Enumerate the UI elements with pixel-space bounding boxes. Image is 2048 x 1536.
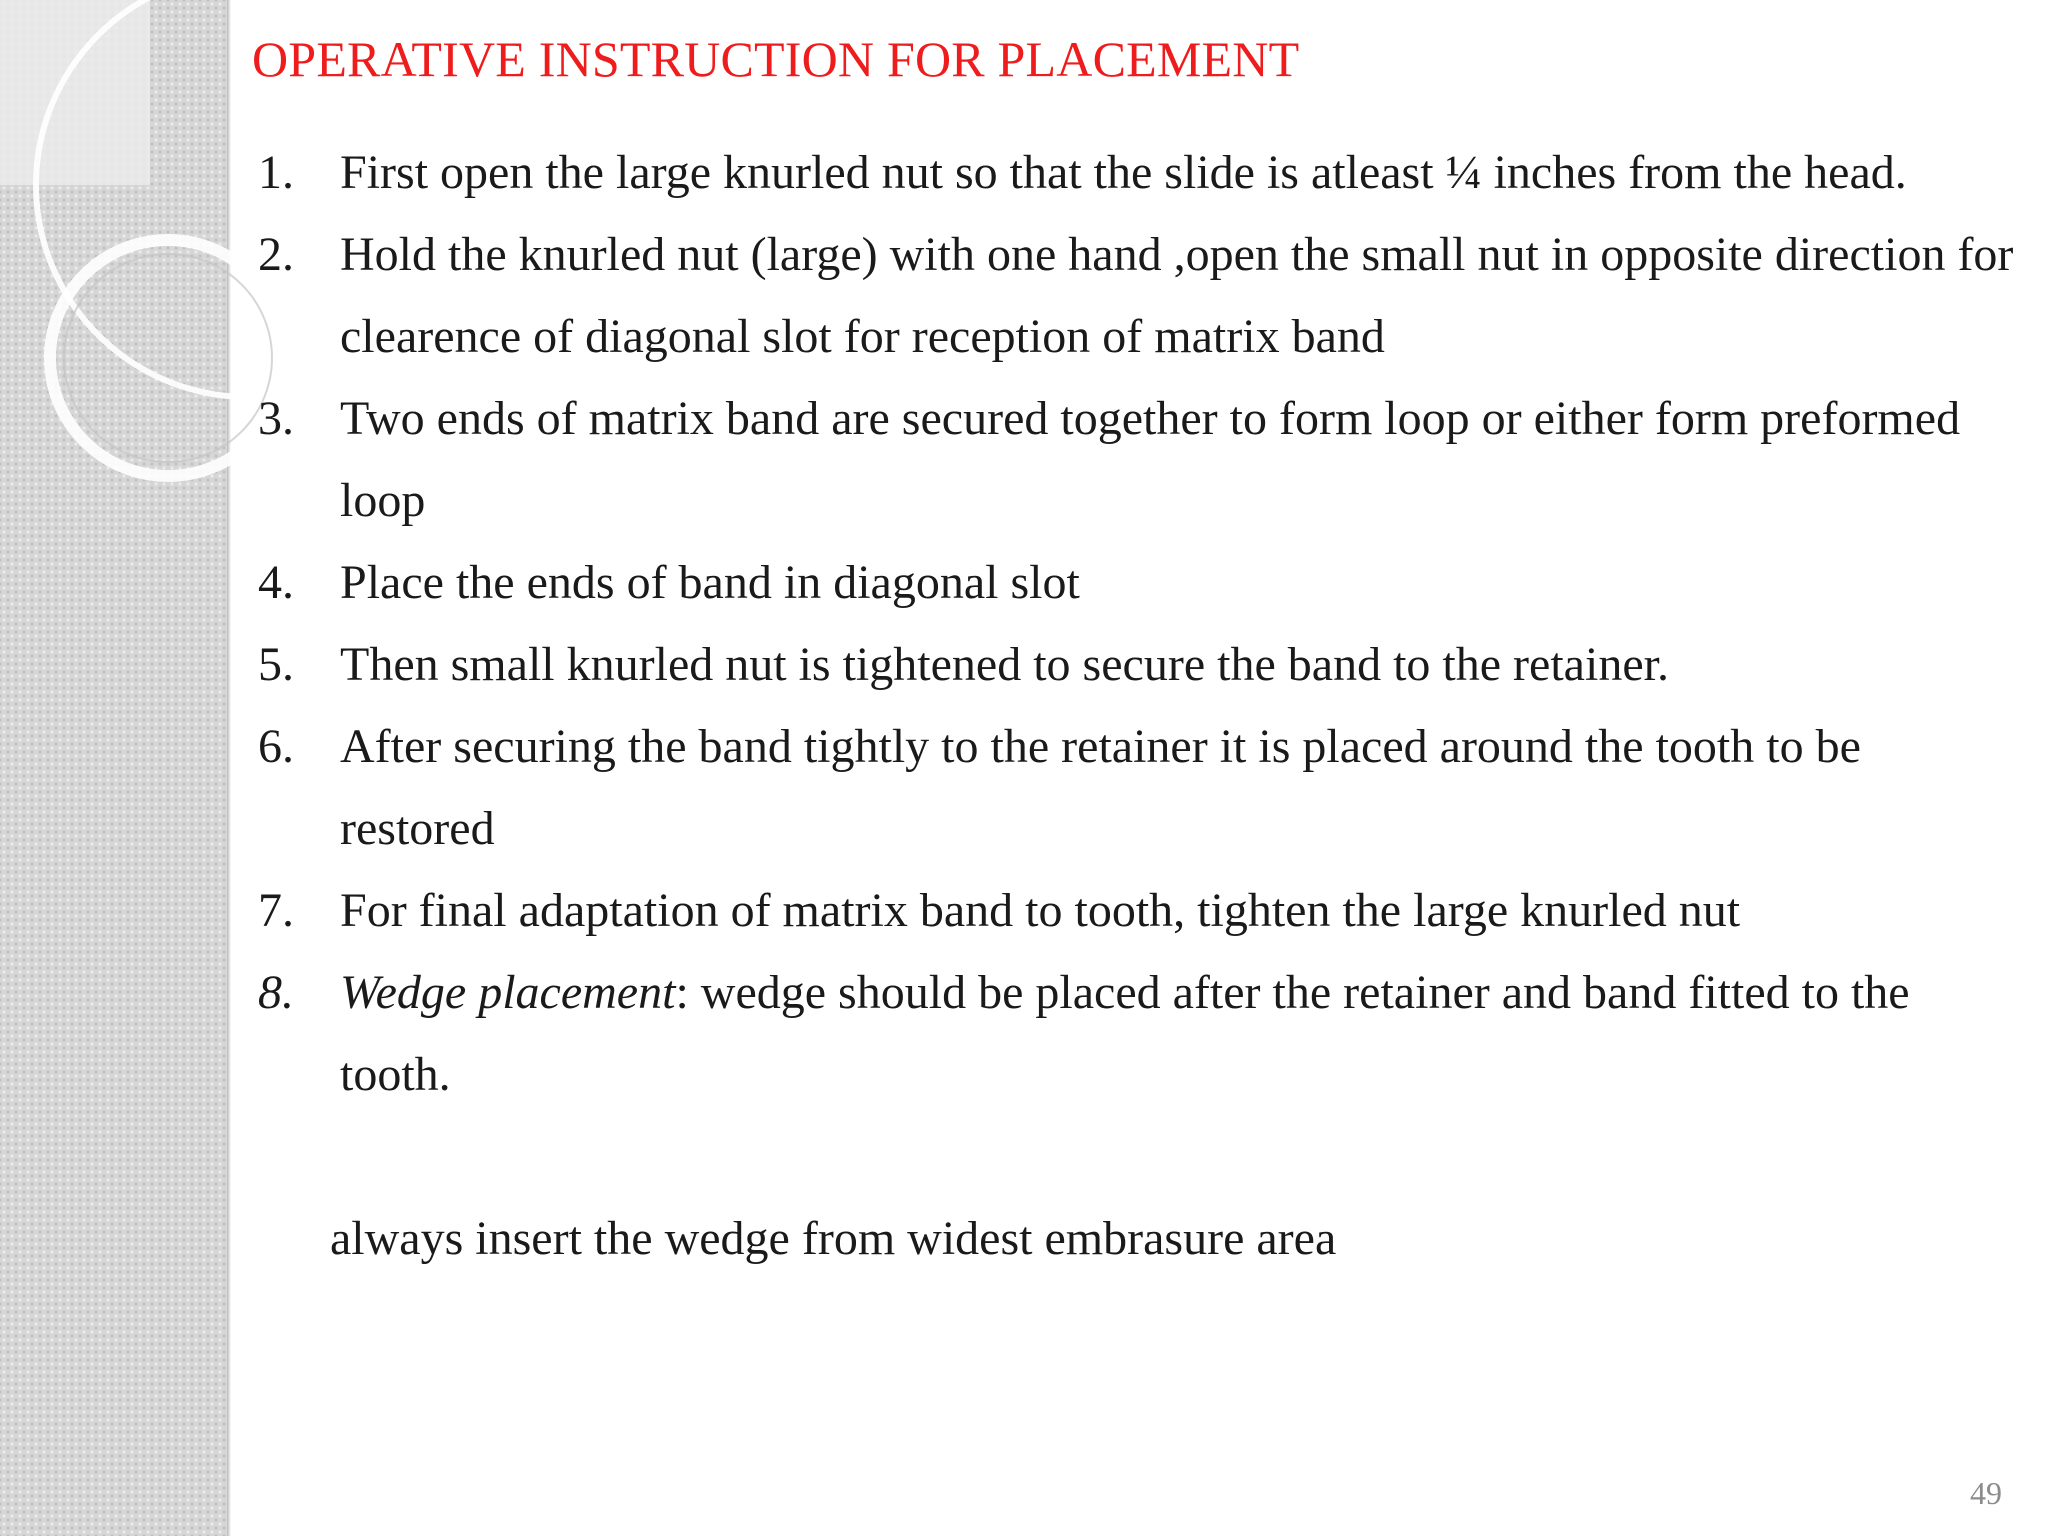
decorative-small-ring-shadow <box>64 254 272 462</box>
list-item <box>258 952 2018 1116</box>
list-item <box>258 870 2018 952</box>
list-item <box>258 214 2018 378</box>
list-item-number: 7. <box>258 884 294 937</box>
list-item <box>258 132 2018 214</box>
list-item-text: Two ends of matrix band are secured together to form loop or either form preformed loop <box>340 392 1961 527</box>
list-item-number: 2. <box>258 228 294 281</box>
instruction-list <box>258 132 2018 1116</box>
list-item-text: Hold the knurled nut (large) with one hand ,open the small nut in opposite direction for clearence of diagonal slot for reception of matrix band <box>340 228 2014 363</box>
list-item-number: 4. <box>258 556 294 609</box>
list-item <box>258 542 2018 624</box>
list-item-number: 5. <box>258 638 294 691</box>
list-item-number: 6. <box>258 720 294 773</box>
list-item-text: After securing the band tightly to the retainer it is placed around the tooth to be restored <box>340 720 1861 855</box>
slide-title: OPERATIVE INSTRUCTION FOR PLACEMENT <box>252 31 1300 87</box>
list-item <box>258 624 2018 706</box>
wedge-note: always insert the wedge from widest embrasure area <box>330 1212 1337 1265</box>
list-item-emphasis: Wedge placement <box>340 966 676 1019</box>
list-item-text: Then small knurled nut is tightened to secure the band to the retainer. <box>340 638 1669 691</box>
list-item-text: For final adaptation of matrix band to tooth, tighten the large knurled nut <box>340 884 1741 937</box>
decorative-small-ring <box>50 240 286 476</box>
list-item-text: First open the large knurled nut so that the slide is atleast ¼ inches from the head. <box>340 146 1907 199</box>
list-item-text: Place the ends of band in diagonal slot <box>340 556 1080 609</box>
list-item <box>258 378 2018 542</box>
list-item-number: 1. <box>258 146 294 199</box>
list-item-text: : wedge should be placed after the retainer and band fitted to the tooth. <box>340 966 1910 1101</box>
list-item <box>258 706 2018 870</box>
list-item-number: 3. <box>258 392 294 445</box>
page-number: 49 <box>1970 1475 2002 1511</box>
list-item-number: 8. <box>258 966 294 1019</box>
